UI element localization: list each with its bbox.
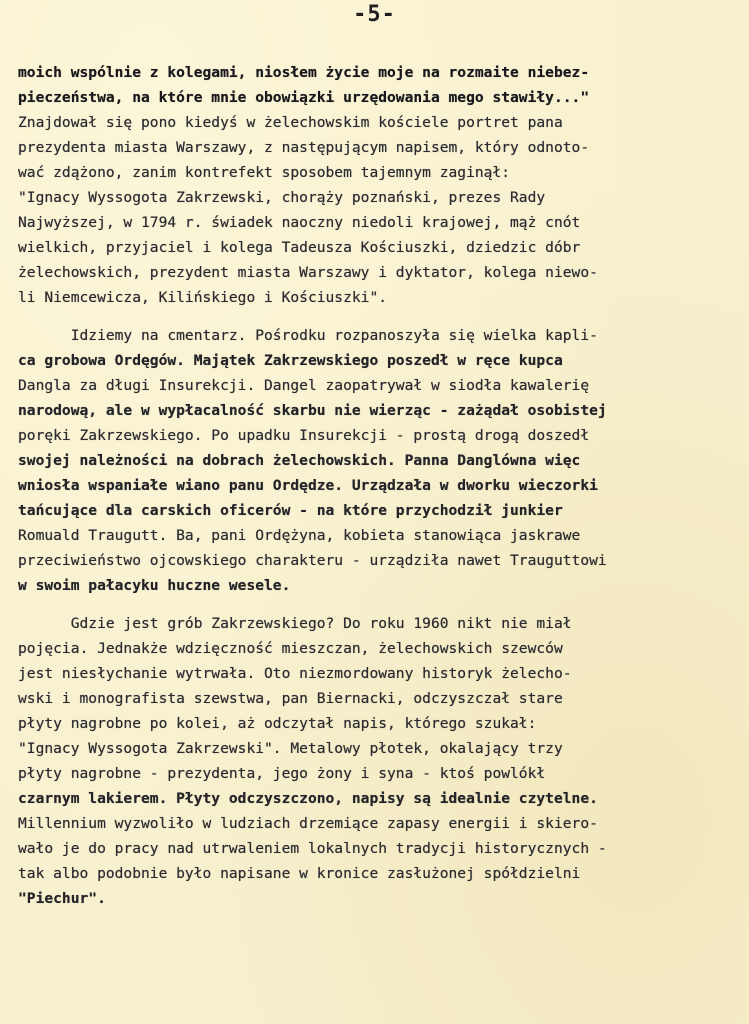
text-line: wać zdążono, zanim kontrefekt sposobem tajemnym zaginął: bbox=[18, 164, 511, 181]
text-line: poręki Zakrzewskiego. Po upadku Insurekcji - prostą drogą doszedł bbox=[18, 427, 590, 444]
text-line: Romuald Traugutt. Ba, pani Ordężyna, kobieta stanowiąca jaskrawe bbox=[18, 527, 581, 544]
text-line: Znajdował się pono kiedyś w żelechowskim kościele portret pana bbox=[18, 114, 563, 131]
text-line: wało je do pracy nad utrwaleniem lokalnych tradycji historycznych - bbox=[18, 840, 607, 857]
text-line: płyty nagrobne - prezydenta, jego żony i syna - ktoś powlókł bbox=[18, 765, 546, 782]
text-line: Dangla za długi Insurekcji. Dangel zaopatrywał w siodła kawalerię bbox=[18, 377, 590, 394]
text-line: prezydenta miasta Warszawy, z następującym napisem, który odnoto- bbox=[18, 139, 590, 156]
text-line: pieczeństwa, na które mnie obowiązki urzędowania mego stawiły..." bbox=[18, 89, 590, 106]
text-line: płyty nagrobne po kolei, aż odczytał napis, którego szukał: bbox=[18, 715, 537, 732]
text-line: tańcujące dla carskich oficerów - na które przychodził junkier bbox=[18, 502, 563, 519]
text-line: "Piechur". bbox=[18, 890, 106, 907]
text-line: pojęcia. Jednakże wdzięczność mieszczan, żelechowskich szewców bbox=[18, 640, 563, 657]
text-line: ca grobowa Ordęgów. Majątek Zakrzewskiego poszedł w ręce kupca bbox=[18, 352, 563, 369]
text-line: Najwyższej, w 1794 r. świadek naoczny niedoli krajowej, mąż cnót bbox=[18, 214, 581, 231]
text-line: Gdzie jest grób Zakrzewskiego? Do roku 1960 nikt nie miał bbox=[18, 615, 572, 632]
text-line: "Ignacy Wyssogota Zakrzewski". Metalowy płotek, okalający trzy bbox=[18, 740, 563, 757]
text-line: czarnym lakierem. Płyty odczyszczono, napisy są idealnie czytelne. bbox=[18, 790, 598, 807]
text-line: tak albo podobnie było napisane w kronice zasłużonej spółdzielni bbox=[18, 865, 581, 882]
text-line: swojej należności na dobrach żelechowskich. Panna Danglówna więc bbox=[18, 452, 581, 469]
text-line: wielkich, przyjaciel i kolega Tadeusza Kościuszki, dziedzic dóbr bbox=[18, 239, 581, 256]
text-line: wniosła wspaniałe wiano panu Ordędze. Urządzała w dworku wieczorki bbox=[18, 477, 598, 494]
text-line: "Ignacy Wyssogota Zakrzewski, chorąży poznański, prezes Rady bbox=[18, 189, 546, 206]
text-line: Idziemy na cmentarz. Pośrodku rozpanoszyła się wielka kapli- bbox=[18, 327, 598, 344]
text-line: wski i monografista szewstwa, pan Biernacki, odczyszczał stare bbox=[18, 690, 563, 707]
text-line: moich wspólnie z kolegami, niosłem życie moje na rozmaite niebez- bbox=[18, 64, 590, 81]
text-line: Millennium wyzwoliło w ludziach drzemiące zapasy energii i skiero- bbox=[18, 815, 598, 832]
page-number: -5- bbox=[353, 2, 396, 27]
text-line: przeciwieństwo ojcowskiego charakteru - urządziła nawet Trauguttowi bbox=[18, 552, 607, 569]
text-line: w swoim pałacyku huczne wesele. bbox=[18, 577, 291, 594]
text-line: jest niesłychanie wytrwała. Oto niezmordowany historyk żelecho- bbox=[18, 665, 572, 682]
text-line: żelechowskich, prezydent miasta Warszawy i dyktator, kolega niewo- bbox=[18, 264, 598, 281]
text-line: li Niemcewicza, Kilińskiego i Kościuszki". bbox=[18, 289, 388, 306]
text-line: narodową, ale w wypłacalność skarbu nie wierząc - zażądał osobistej bbox=[18, 402, 607, 419]
